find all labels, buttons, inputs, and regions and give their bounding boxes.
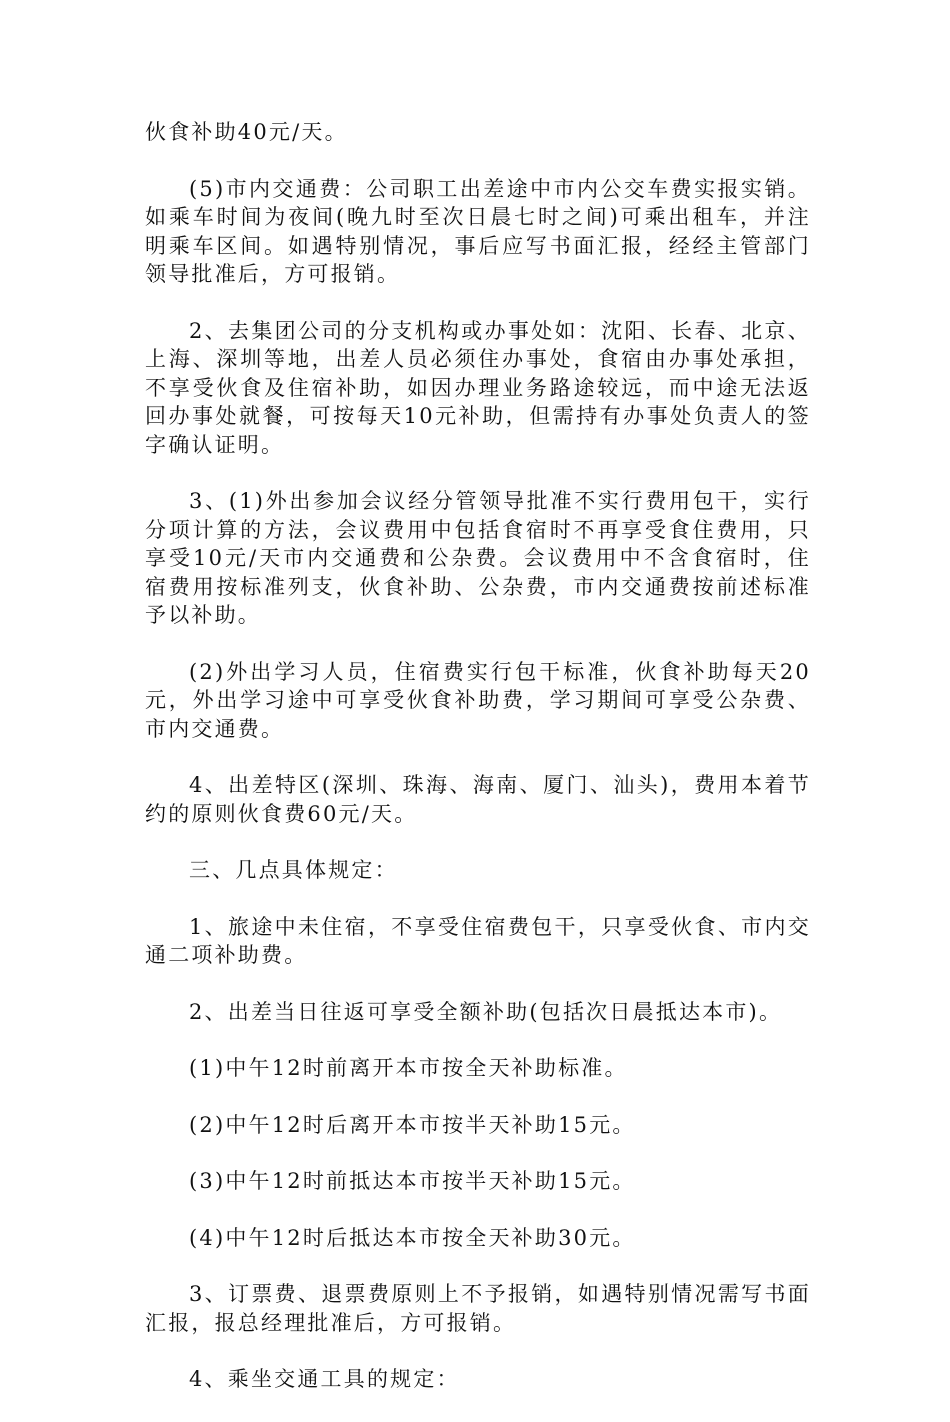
paragraph-special-zones: 4、出差特区(深圳、珠海、海南、厦门、汕头)，费用本着节约的原则伙食费60元/天。	[145, 773, 811, 826]
paragraph-rule-2-item-1: (1)中午12时前离开本市按全天补助标准。	[189, 1056, 628, 1080]
paragraph-rule-3: 3、订票费、退票费原则上不予报销，如遇特别情况需写书面汇报，报总经理批准后，方可报销。	[145, 1282, 811, 1335]
paragraph-rule-2-item-4: (4)中午12时后抵达本市按全天补助30元。	[189, 1225, 636, 1250]
paragraph-rule-2-item-2: (2)中午12时后离开本市按半天补助15元。	[189, 1112, 636, 1137]
paragraph-rule-2: 2、出差当日往返可享受全额补助(包括次日晨抵达本市)。	[189, 999, 783, 1024]
section-heading-specific-rules: 三、几点具体规定：	[189, 858, 398, 882]
paragraph-meal-allowance: 伙食补助40元/天。	[145, 120, 348, 144]
paragraph-branch-offices: 2、去集团公司的分支机构或办事处如：沈阳、长春、北京、上海、深圳等地，出差人员必须住办事处，食宿由办事处承担，不享受伙食及住宿补助，如因办理业务路途较远，而中途无法返回办事处就餐，可按每天10元补助，但需持有办事处负责人的签字确认证明。	[145, 318, 811, 457]
paragraph-city-transport: (5)市内交通费：公司职工出差途中市内公交车费实报实销。如乘车时间为夜间(晚九时至次日晨七时之间)可乘出租车，并注明乘车区间。如遇特别情况，事后应写书面汇报，经经主管部门领导批准后，方可报销。	[145, 176, 811, 286]
document-page	[145, 118, 811, 1422]
paragraph-rule-1: 1、旅途中未住宿，不享受住宿费包干，只享受伙食、市内交通二项补助费。	[145, 914, 811, 967]
paragraph-rule-4: 4、乘坐交通工具的规定：	[189, 1367, 460, 1391]
paragraph-meetings: 3、(1)外出参加会议经分管领导批准不实行费用包干，实行分项计算的方法，会议费用中包括食宿时不再享受食住费用，只享受10元/天市内交通费和公杂费。会议费用中不含食宿时，住宿费用按标准列支，伙食补助、公杂费，市内交通费按前述标准予以补助。	[145, 489, 811, 627]
paragraph-study: (2)外出学习人员，住宿费实行包干标准，伙食补助每天20元，外出学习途中可享受伙食补助费，学习期间可享受公杂费、市内交通费。	[145, 659, 811, 741]
paragraph-rule-2-item-3: (3)中午12时前抵达本市按半天补助15元。	[189, 1169, 636, 1193]
